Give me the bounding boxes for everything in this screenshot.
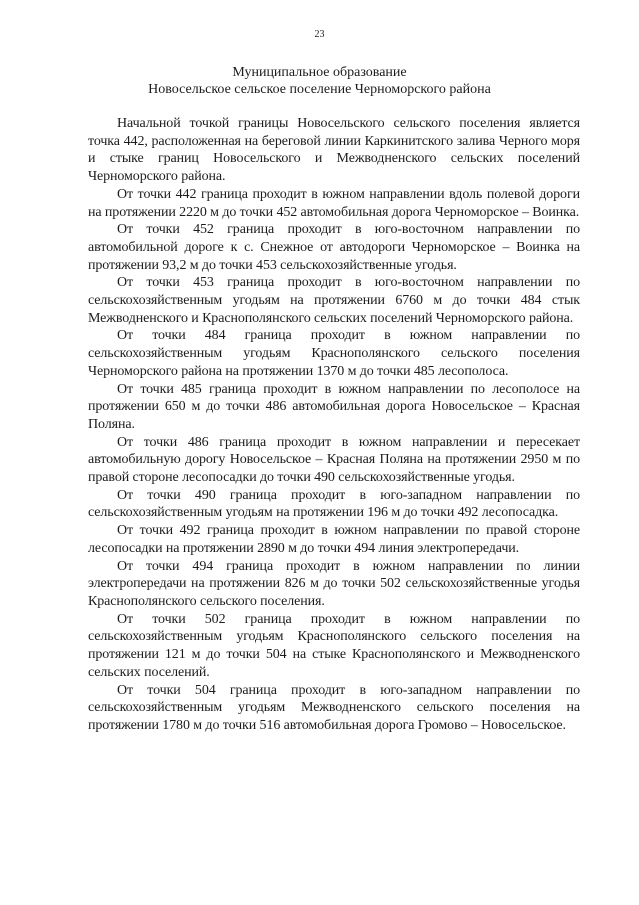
paragraph: От точки 486 граница проходит в южном направлении и пересекает автомобильную дорогу Новосельское – Красная Поляна на протяжении 2950 м по правой стороне лесопосадки до точки 490 сельскохозяйственные угодья. — [88, 434, 580, 486]
paragraph: Начальной точкой границы Новосельского сельского поселения является точка 442, расположенная на береговой линии Каркинитского залива Черного моря и стыке границ Новосельского и Межводненского сельских поселений Черноморского района. — [88, 116, 580, 185]
page-number: 23 — [314, 29, 325, 40]
paragraph: От точки 442 граница проходит в южном направлении вдоль полевой дороги на протяжении 2220 м до точки 452 автомобильная дорога Черноморское – Воинка. — [88, 186, 580, 220]
header-line-1: Муниципальное образование — [232, 65, 407, 80]
paragraph: От точки 494 граница проходит в южном направлении по линии электропередачи на протяжении 826 м до точки 502 сельскохозяйственные угодья Краснополянского сельского поселения. — [88, 558, 580, 609]
document-header — [0, 64, 639, 98]
paragraph: От точки 504 граница проходит в юго-западном направлении по сельскохозяйственным угодьям Межводненского сельского поселения на протяжении 1780 м до точки 516 автомобильная дорога Громово – Новосельское. — [88, 682, 580, 733]
paragraph: От точки 490 граница проходит в юго-западном направлении по сельскохозяйственным угодьям на протяжении 196 м до точки 492 лесопосадка. — [88, 487, 580, 521]
paragraph: От точки 485 граница проходит в южном направлении по лесополосе на протяжении 650 м до точки 486 автомобильная дорога Новосельское – Красная Поляна. — [88, 381, 580, 432]
paragraph: От точки 502 граница проходит в южном направлении по сельскохозяйственным угодьям Краснополянского сельского поселения на протяжении 121 м до точки 504 на стыке Краснополянского и Межводненского сельских поселений. — [88, 611, 580, 680]
paragraph: От точки 453 граница проходит в юго-восточном направлении по сельскохозяйственным угодьям на протяжении 6760 м до точки 484 стык Межводненского и Краснополянского сельских поселений Черноморского района. — [88, 275, 580, 326]
paragraph: От точки 492 граница проходит в южном направлении по правой стороне лесопосадки на протяжении 2890 м до точки 494 линия электропередачи. — [88, 523, 580, 556]
header-line-2: Новосельское сельское поселение Черноморского района — [148, 82, 491, 97]
paragraph: От точки 452 граница проходит в юго-восточном направлении по автомобильной дороге к с. Снежное от автодороги Черноморское – Воинка на протяжении 93,2 м до точки 453 сельскохозяйственные угодья. — [88, 222, 580, 273]
paragraph: От точки 484 граница проходит в южном направлении по сельскохозяйственным угодьям Краснополянского сельского поселения Черноморского района на протяжении 1370 м до точки 485 лесополоса. — [88, 328, 580, 379]
document-body — [88, 115, 580, 735]
